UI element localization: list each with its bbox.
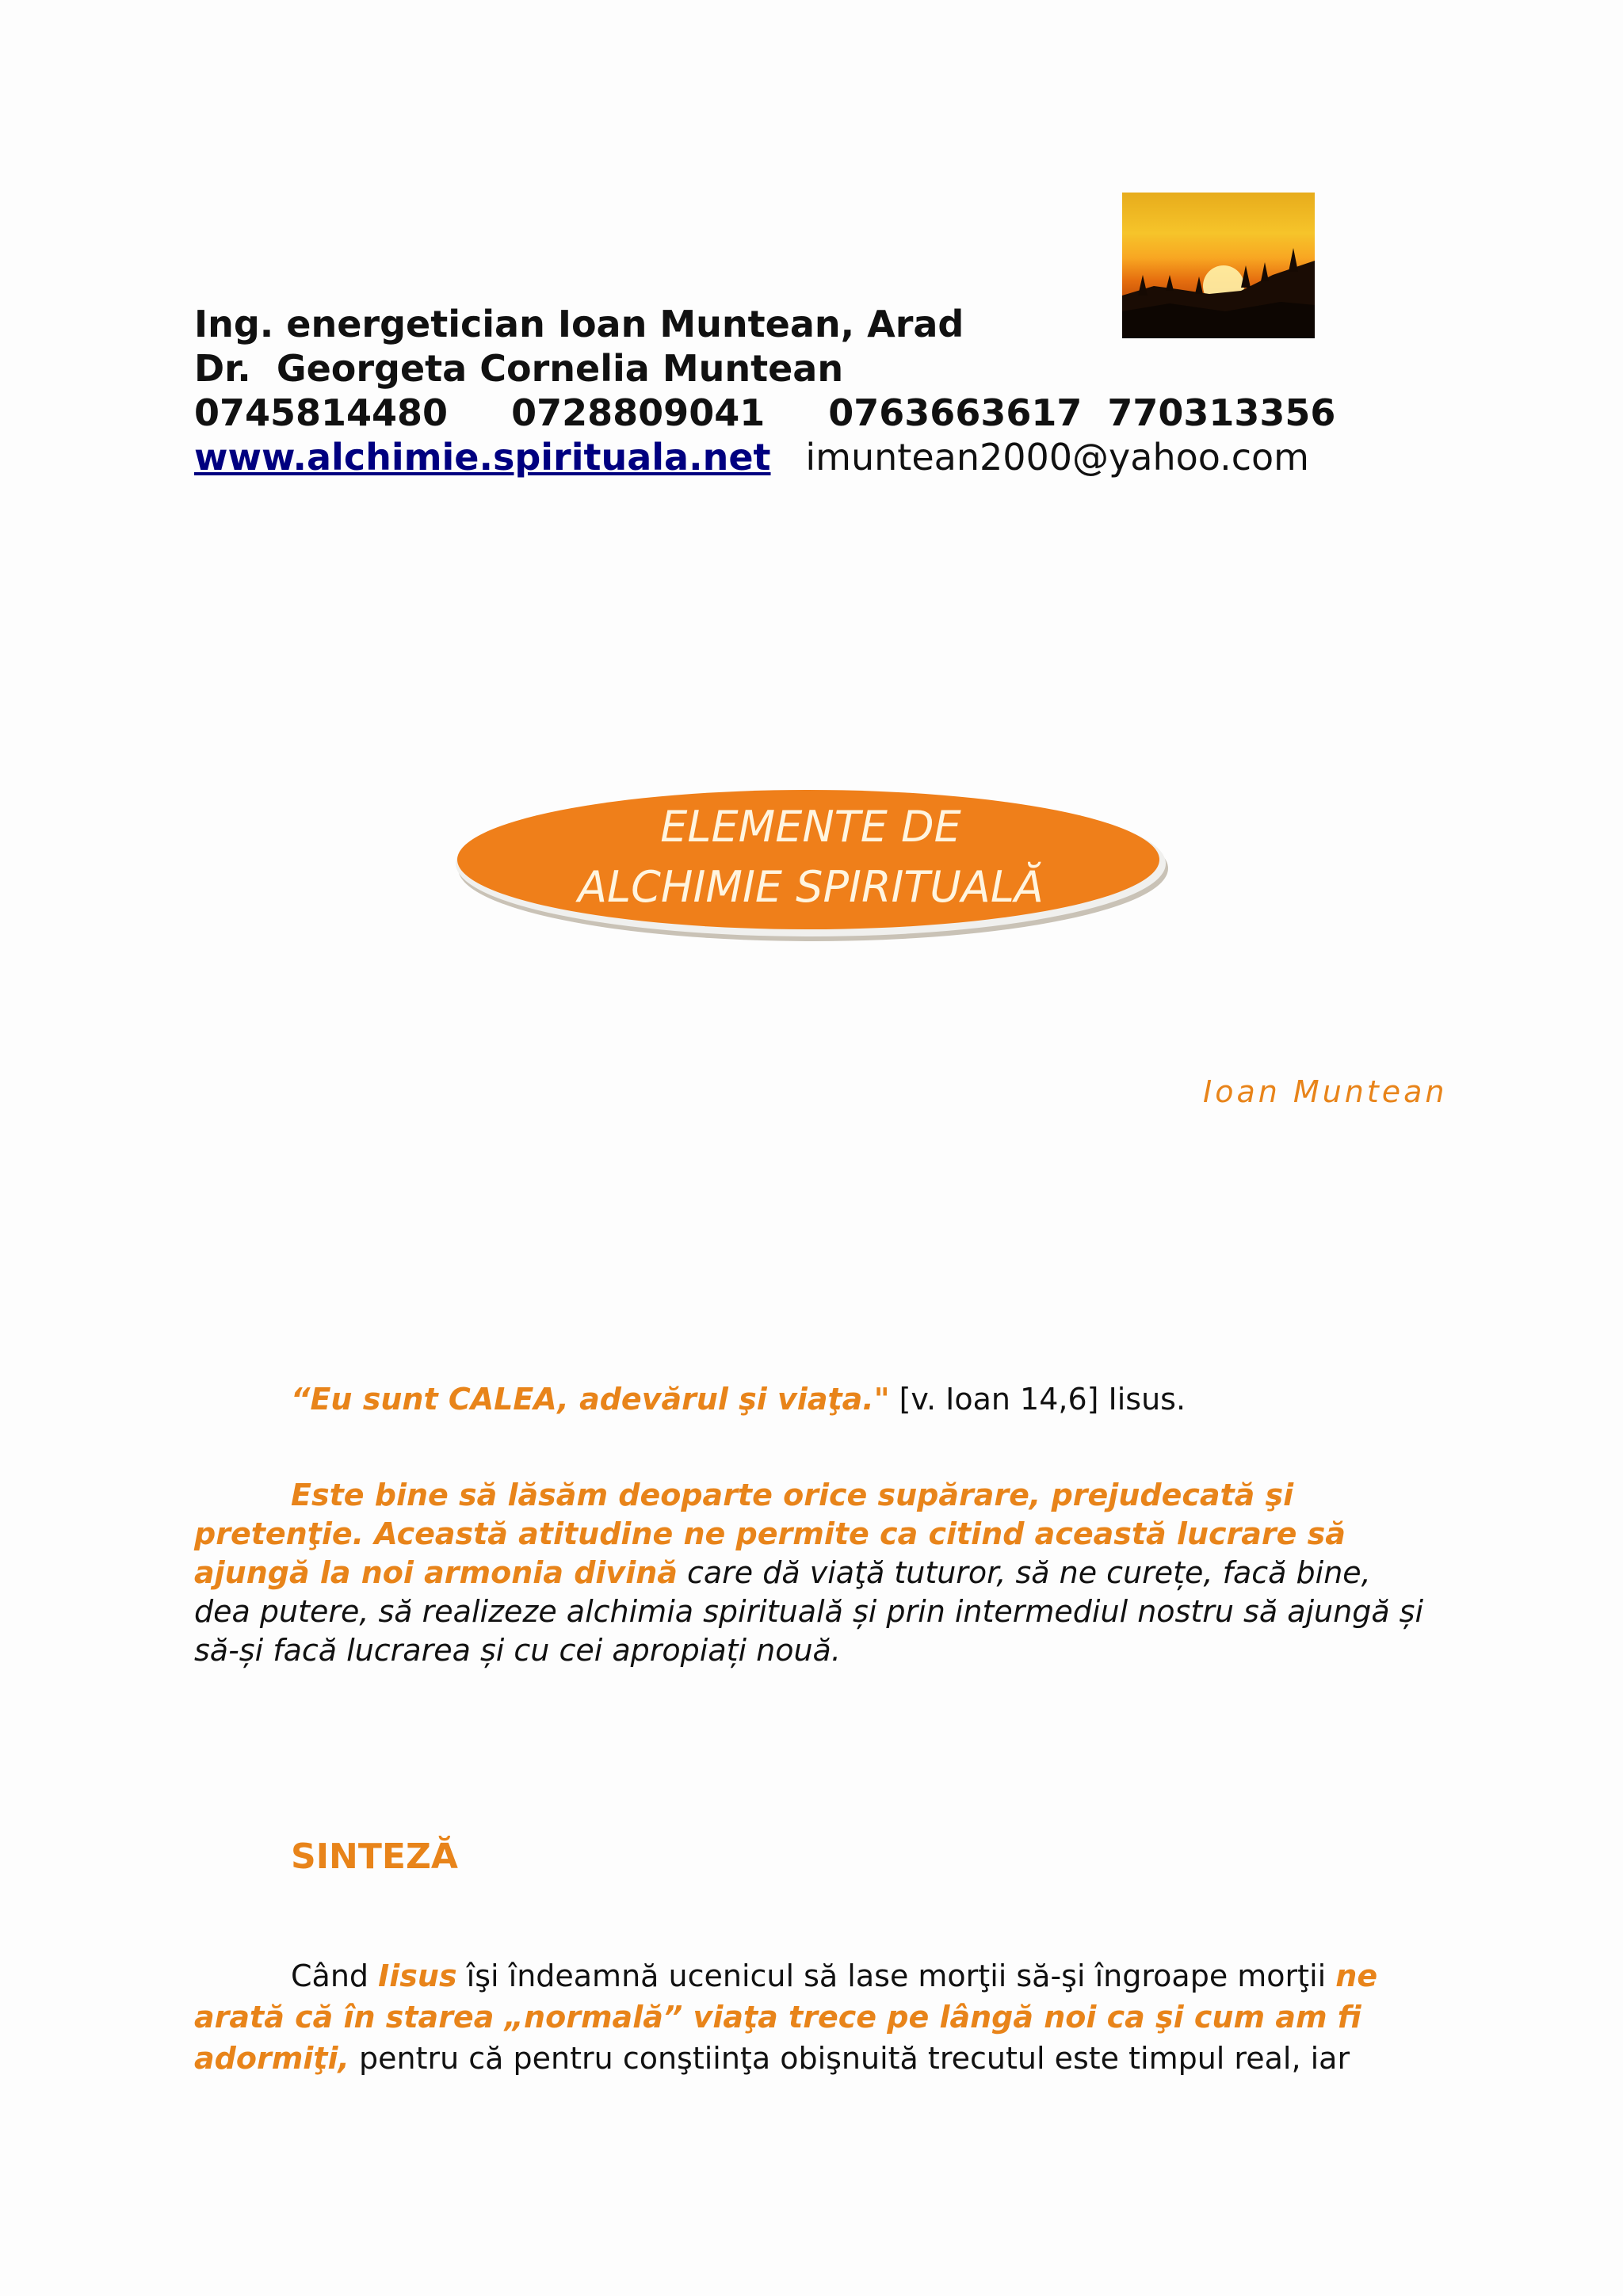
website-link[interactable]: www.alchimie.spirituala.net: [194, 436, 771, 479]
quote-text: “Eu sunt CALEA, adevărul şi viaţa.": [291, 1382, 890, 1417]
body-text-middle: îşi îndeamnă ucenicul să lase morţii să-şi îngroape morţii: [456, 1958, 1336, 1993]
intro-body: care dă viaţă tuturor, să ne curețe, facă bine, dea putere, să realizeze alchimia spirituală și prin intermediul nostru să ajungă și să-și facă lucrarea și cu cei apropiați nouă.: [194, 1555, 1424, 1668]
body-emphasis: ne arată că în starea „normală” viaţa trece pe lângă noi ca şi cum am fi adormiţi,: [194, 1958, 1378, 2076]
email-text: imuntean2000@yahoo.com: [805, 436, 1309, 479]
header-contact-line: [194, 436, 1309, 479]
section-title: SINTEZĂ: [291, 1836, 458, 1877]
header-coauthor-line: Dr. Georgeta Cornelia Muntean: [194, 347, 844, 390]
title-banner: [450, 780, 1171, 946]
sunset-silhouette: [1122, 193, 1315, 338]
body-text-start: Când: [291, 1958, 379, 1993]
body-paragraph: [194, 1955, 1430, 2079]
body-text-end: pentru că pentru conştiinţa obişnuită trecutul este timpul real, iar: [349, 2041, 1350, 2076]
quote-paragraph: [194, 1380, 1430, 1419]
header-author-line: Ing. energetician Ioan Muntean, Arad: [194, 303, 964, 345]
header-phones: 0745814480 0728809041 0763663617 770313356: [194, 391, 1336, 434]
banner-title-line1: ELEMENTE DE: [660, 802, 961, 852]
banner-title-line2: ALCHIMIE SPIRITUALĂ: [578, 862, 1044, 912]
intro-emphasis: Este bine să lăsăm deoparte orice supărare, prejudecată şi pretenţie. Această atitudine ne permite ca citind această lucrare să ajungă la noi armonia divină: [194, 1478, 1346, 1590]
quote-reference: [v. Ioan 14,6] Iisus.: [889, 1382, 1186, 1417]
author-signature: Ioan Muntean: [1203, 1074, 1448, 1109]
body-iisus: Iisus: [378, 1958, 457, 1993]
intro-paragraph: [194, 1476, 1430, 1670]
sunset-image: [1122, 193, 1315, 338]
